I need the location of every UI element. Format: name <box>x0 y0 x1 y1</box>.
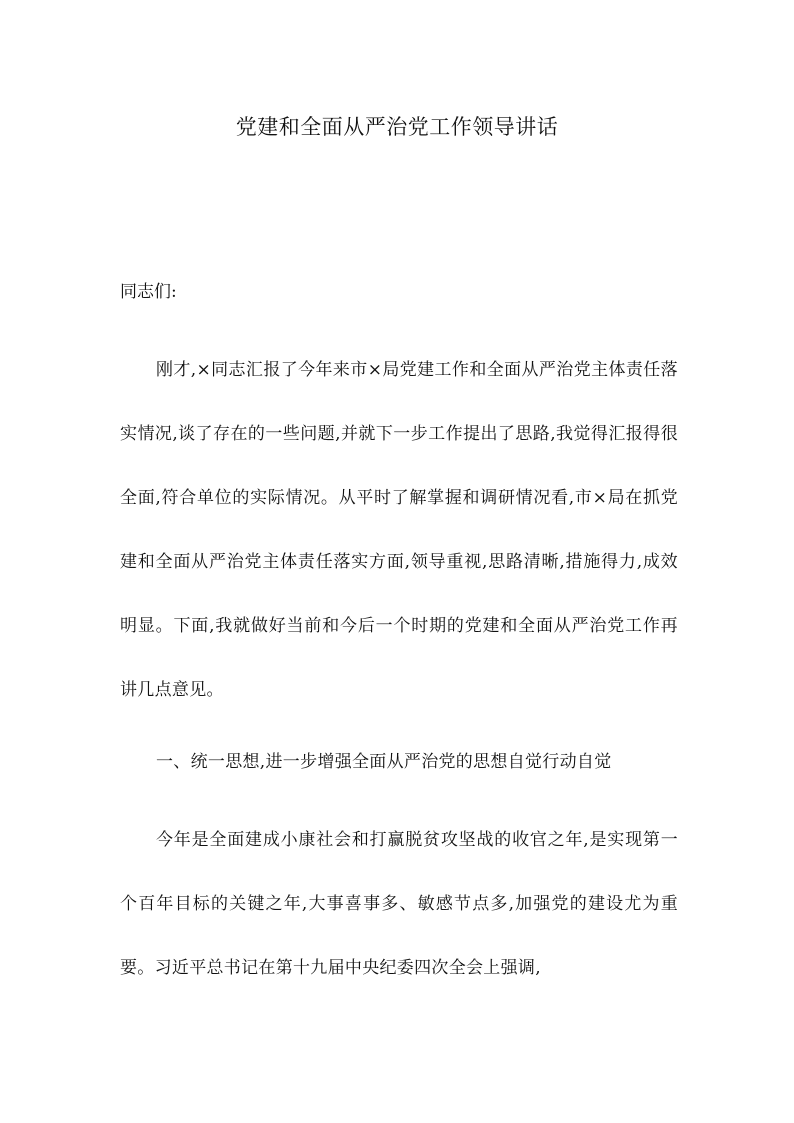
salutation: 同志们: <box>120 282 177 302</box>
section-heading: 一、统一思想,进一步增强全面从严治党的思想自觉行动自觉 <box>156 752 612 772</box>
body-paragraph: 刚才,×同志汇报了今年来市×局党建工作和全面从严治党主体责任落实情况,谈了存在的一些问题,并就下一步工作提出了思路,我觉得汇报得很全面,符合单位的实际情况。从平时了解掌握和调研情况看,市×局在抓党建和全面从严治党主体责任落实方面,领导重视,思路清晰,措施得力,成效明显。下面,我就做好当前和今后一个时期的党建和全面从严治党工作再讲几点意见。 <box>120 360 678 700</box>
section-paragraph: 今年是全面建成小康社会和打赢脱贫攻坚战的收官之年,是实现第一个百年目标的关键之年,大事喜事多、敏感节点多,加强党的建设尤为重要。习近平总书记在第十九届中央纪委四次全会上强调, <box>120 830 678 978</box>
document-title: 党建和全面从严治党工作领导讲话 <box>235 115 559 139</box>
